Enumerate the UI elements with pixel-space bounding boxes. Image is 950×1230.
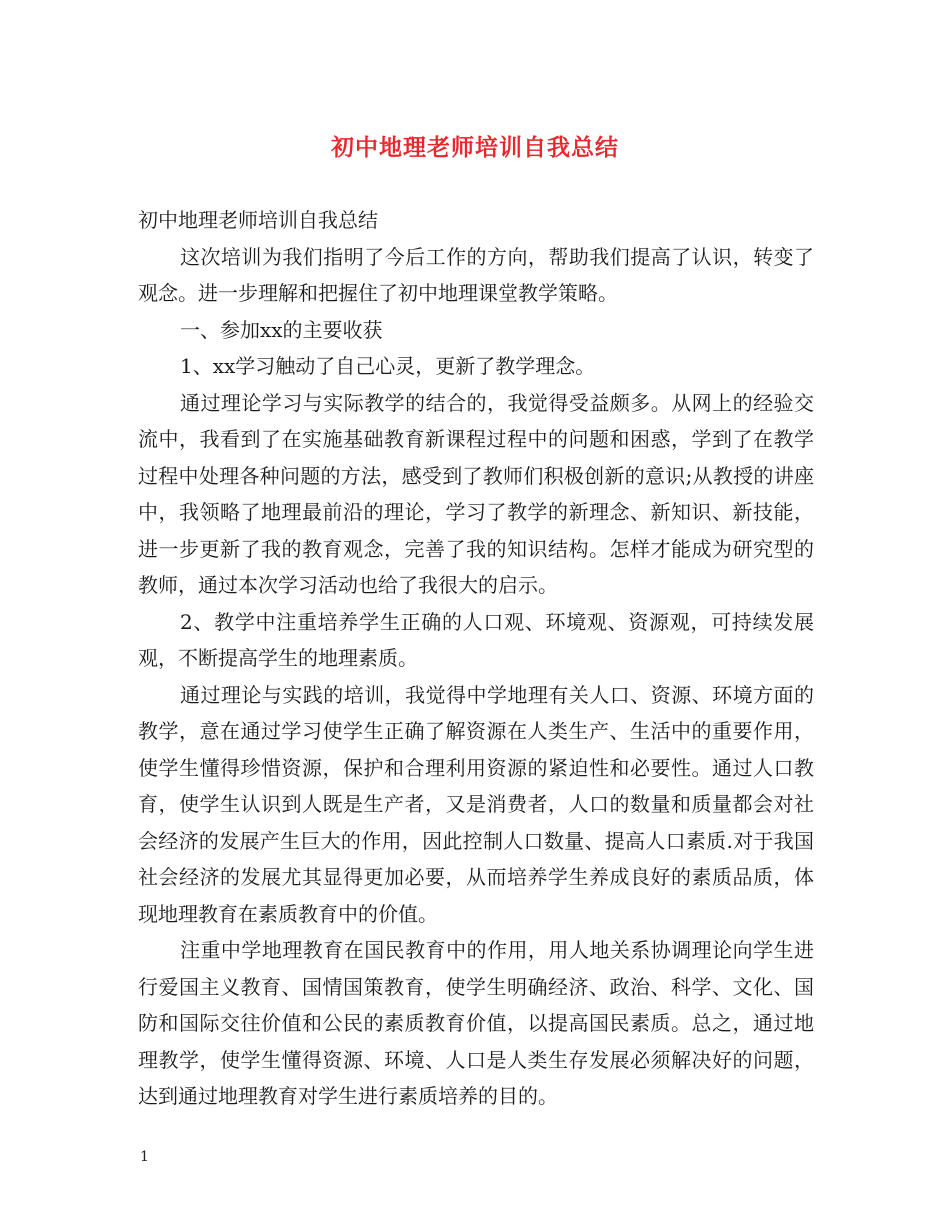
point-heading-2: 2、教学中注重培养学生正确的人口观、环境观、资源观，可持续发展观，不断提高学生的地理素质。 xyxy=(138,609,814,670)
body-paragraph-3: 注重中学地理教育在国民教育中的作用，用人地关系协调理论向学生进行爱国主义教育、国情国策教育，使学生明确经济、政治、科学、文化、国防和国际交往价值和公民的素质教育价值，以提高国民素质。总之，通过地理教学，使学生懂得资源、环境、人口是人类生存发展必须解决好的问题，达到通过地理教育对学生进行素质培养的目的。 xyxy=(138,938,814,1108)
page-number: 1 xyxy=(140,1149,149,1165)
document-title: 初中地理老师培训自我总结 xyxy=(331,134,619,161)
body-paragraph-1: 通过理论学习与实际教学的结合的，我觉得受益颇多。从网上的经验交流中，我看到了在实施基础教育新课程过程中的问题和困惑，学到了在教学过程中处理各种问题的方法，感受到了教师们积极创新的意识;从教授的讲座中，我领略了地理最前沿的理论，学习了教学的新理念、新知识、新技能，进一步更新了我的教育观念，完善了我的知识结构。怎样才能成为研究型的教师，通过本次学习活动也给了我很大的启示。 xyxy=(138,390,814,597)
point-heading-1: 1、xx学习触动了自己心灵，更新了教学理念。 xyxy=(180,354,596,378)
subtitle-paragraph: 初中地理老师培训自我总结 xyxy=(138,208,378,232)
document-body xyxy=(138,202,814,1115)
intro-paragraph: 这次培训为我们指明了今后工作的方向，帮助我们提高了认识，转变了观念。进一步理解和把握住了初中地理课堂教学策略。 xyxy=(138,244,814,305)
body-paragraph-2: 通过理论与实践的培训，我觉得中学地理有关人口、资源、环境方面的教学，意在通过学习使学生正确了解资源在人类生产、生活中的重要作用，使学生懂得珍惜资源，保护和合理利用资源的紧迫性和必要性。通过人口教育，使学生认识到人既是生产者，又是消费者，人口的数量和质量都会对社会经济的发展产生巨大的作用，因此控制人口数量、提高人口素质.对于我国社会经济的发展尤其显得更加必要，从而培养学生养成良好的素质品质，体现地理教育在素质教育中的价值。 xyxy=(138,682,814,926)
section-heading: 一、参加xx的主要收获 xyxy=(180,317,383,342)
